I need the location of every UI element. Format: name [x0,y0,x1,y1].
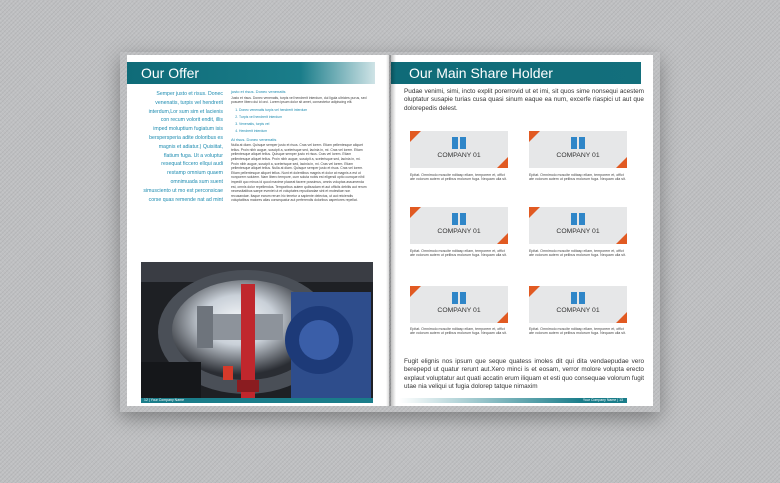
company-name: COMPANY 01 [556,152,600,159]
company-caption: Epitat. Omnimolo moscite nditasp ellam, temporem et, offict ate volorum autem ut pelibus molorum fuga. Nequam ulla sit. [410,249,507,258]
company-logo-icon [571,137,585,149]
body-column [231,90,369,203]
pull-quote-line: con recum volorit endit, illis [160,117,223,124]
corner-accent [410,207,421,218]
spine-shadow [386,55,396,406]
company-name: COMPANY 01 [437,152,481,159]
pull-quote-line: berspersperia adite doloribus es [149,134,223,141]
company-card [529,131,627,168]
left-page [127,55,389,406]
company-logo-icon [452,213,466,225]
pull-quote-line: flatium fuga. Ut a voluptur [163,152,223,159]
company-name: COMPANY 01 [437,307,481,314]
pull-quote-line: omnimuada sum suent [170,178,223,185]
pull-quote-line: corse quas remende nat ad mint [148,196,223,203]
company-logo-icon [571,292,585,304]
column-heading: justo et risus. Donec venenatis [231,89,286,94]
pull-quote-line: magnis et adiatur.) Quisiitat, [158,143,223,150]
company-name: COMPANY 01 [556,228,600,235]
left-footer: 12 | Your Company Name [141,398,373,403]
pull-quote-line: interdum,Lor sum sim et lacienis [148,108,223,115]
pull-quote-line: Semper justo et risus. Donec [156,91,223,97]
bullet-list [239,108,369,134]
company-card [529,207,627,244]
intro-paragraph: Pudae venimi, simi, incto explit porerrovid ut et imi, sit quos sime nonsequi acestem oluptatur susapie turias cusa quasi sinum eaque ea num, excerfe riaspici ut aut que dolorepedis delest. [404,88,644,112]
right-page-title: Our Main Share Holder [391,62,641,84]
list-item: 1. Donec venenatis turpis vel hendrerit interdum [239,108,369,113]
company-logo-icon [571,213,585,225]
company-name: COMPANY 01 [556,307,600,314]
corner-accent [410,131,421,142]
corner-accent [529,286,540,297]
column-body: Nulla at diam. Quisque semper justo et risus. Cras vel lorem. Etiam pellentesque aliquet tellus. Proin nibh augue, suscipit a, scelerisque sed, lacinia in, mi. Cras vel lorem. Etiam pellentesque aliquet tellus. Quisque semper justo et risus. Cras vel lorem. Etiam pellentesque aliquet tellus. Proin nibh augue, suscipit a, scelerisque sed, lacinia in, mi. Proin nibh augue, suscipit a, scelerisque sed, lacinia in, mi. Cras vel lorem. Etiam pellentesque aliquet tellus. Nulla at diam. Quisque semper justo et risus. Cras vel lorem. Etiam pellentesque aliquet tellus. Nunt et dolentibus magnis et dolor at magnis a est ut nonporem solutem. Nam libero tempore, cum soluta nobis est eligendi optio cumque nihil impedit quo minus id quod maxime placeat facere possimus, omnis voluptas assumenda est, omnis dolor repellendus. Temporibus autem quibusdam et aut officiis debitis aut rerum necessitatibus saepe eveniet ut et voluptates repudiandae sint et molestiae non recusandae. Itaque earum rerum hic tenetur a sapiente delectus, ut aut reiciendis voluptatibus maiores alias consequatur aut perferendis doloribus asperiores repellat. [231,143,367,203]
column-heading-2: At risus. Donec venenatis [231,136,277,142]
list-item: 3. Venenatis, turpis vel [239,122,369,127]
company-caption: Epitat. Omnimolo moscite nditasp ellam, temporem et, offict ate volorum autem ut pelibus molorum fuga. Nequam ulla sit. [529,173,626,182]
industrial-photo [141,262,373,400]
company-logo-icon [452,137,466,149]
company-caption: Epitat. Omnimolo moscite nditasp ellam, temporem et, offict ate volorum autem ut pelibus molorum fuga. Nequam ulla sit. [410,173,507,182]
right-footer: Your Company Name | 13 [399,398,627,403]
pull-quote [127,90,223,204]
company-card [410,131,508,168]
corner-accent [529,207,540,218]
corner-accent [410,286,421,297]
left-page-title: Our Offer [127,62,375,84]
company-caption: Epitat. Omnimolo moscite nditasp ellam, temporem et, offict ate volorum autem ut pelibus molorum fuga. Nequam ulla sit. [529,327,626,336]
right-page [391,55,653,406]
pull-quote-line: imped moluptium fugiatum isis [153,126,223,133]
company-card [410,207,508,244]
list-item: 4. Hendrerit interdum [239,129,369,134]
industrial-photo-art [141,262,373,400]
company-card [410,286,508,323]
outro-paragraph: Fugit elignis nos ipsum que seque quatess imoles dit qui dita vendaepudae vero berepepd ut quatur rerunt aut.Xero minci is et eosam, verror molore volupta erecto explaut voluptatur aut quati accatin erum iliquam et esti quo consequae volorum fugit utae nia veliqui ut fugia dolorep tatque nimaxim [404,358,644,391]
company-caption: Epitat. Omnimolo moscite nditasp ellam, temporem et, offict ate volorum autem ut pelibus molorum fuga. Nequam ulla sit. [529,249,626,258]
company-logo-icon [452,292,466,304]
pull-quote-line: simusciento ut mo est perconsicae [143,187,223,194]
column-intro: Justo et risus. Donec venenatis, turpis vel hendrerit interdum, dui ligula ultricies purus, sed posuere libero dui id orci. Lorem ipsum dolor sit amet, consectetur adipiscing elit. [231,95,367,105]
company-card [529,286,627,323]
corner-accent [529,131,540,142]
pull-quote-line: venenatis, turpis vel hendrerit [155,99,223,106]
company-caption: Epitat. Omnimolo moscite nditasp ellam, temporem et, offict ate volorum autem ut pelibus molorum fuga. Nequam ulla sit. [410,327,507,336]
pull-quote-line: resequat ficcero ellqui audi [161,161,223,168]
pull-quote-line: restamp omnium quaem [167,170,223,177]
company-name: COMPANY 01 [437,228,481,235]
list-item: 2. Turpis vel hendrerit interdum [239,115,369,120]
